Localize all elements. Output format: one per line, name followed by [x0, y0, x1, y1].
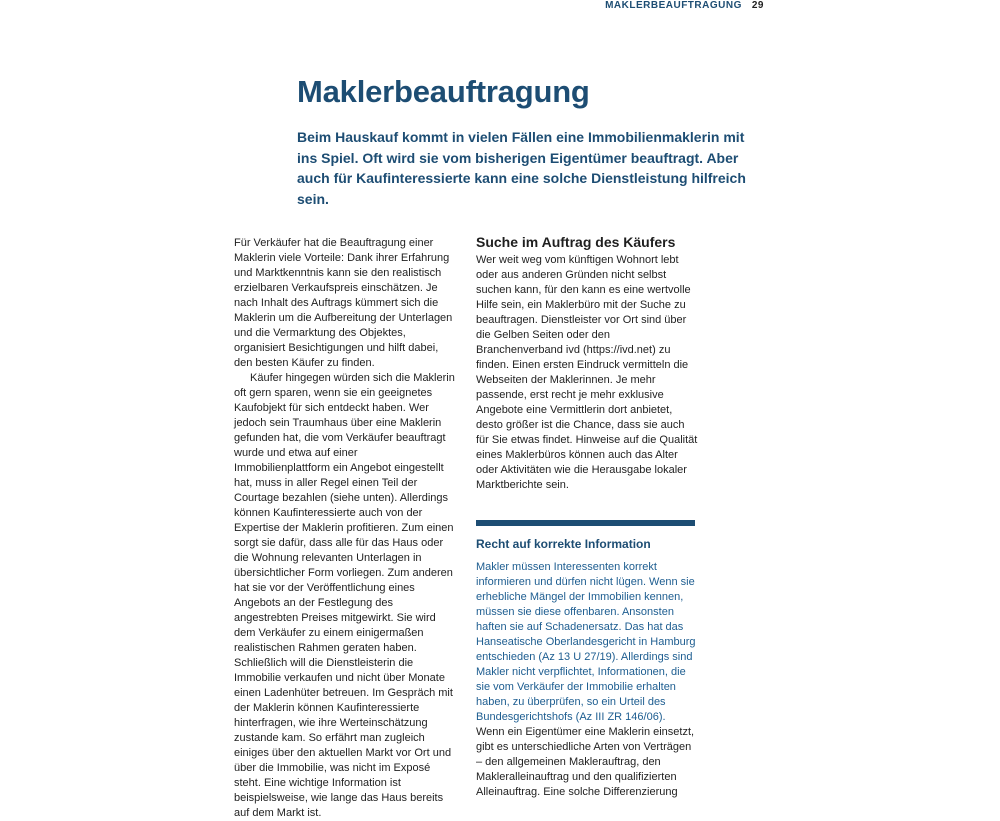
right-column [476, 233, 698, 800]
info-box-text: Makler müssen Interessenten korrekt informieren und dürfen nicht lügen. Wenn sie erhebliche Mängel der Immobilien kennen, müssen sie diese offenbaren. Ansonsten haften sie auf Schadenersatz. Das hat das Hanseatische Oberlandesgericht in Hamburg entschieden (Az 13 U 27/19). Allerdings sind Makler nicht verpflichtet, Informationen, die sie vom Verkäufer der Immobilie erhalten haben, zu überprüfen, so ein Urteil des Bundesgerichtshofs (Az III ZR 146/06). [476, 561, 696, 723]
page-title: Maklerbeauftragung [297, 74, 590, 109]
info-box [476, 520, 698, 725]
info-box-rule [476, 520, 695, 526]
info-box-heading: Recht auf korrekte Information [476, 537, 651, 551]
body-paragraph: Wer weit weg vom künftigen Wohnort lebt oder aus anderen Gründen nicht selbst suchen kann, für den kann es eine wertvolle Hilfe sein, ein Maklerbüro mit der Suche zu beauftragen. Dienstleister vor Ort sind über die Gelben Seiten oder den Branchenverband ivd (https://ivd.net) zu finden. Einen ersten Eindruck vermitteln die Webseiten der Maklerinnen. Je mehr passende, erst recht je mehr exklusive Angebote eine Vermittlerin dort anbietet, desto größer ist die Chance, dass sie auch für Sie etwas findet. Hinweise auf die Qualität eines Maklerbüros können auch das Alter oder Aktivitäten wie die Herausgabe lokaler Marktberichte sein. [476, 254, 698, 491]
body-paragraph: Käufer hingegen würden sich die Maklerin oft gern sparen, wenn sie ein geeignetes Kaufobjekt für sich entdeckt haben. Wer jedoch sein Traumhaus über eine Maklerin gefunden hat, die vom Verkäufer beauftragt wurde und etwa auf einer Immobilienplattform ein Angebot eingestellt hat, muss in aller Regel einen Teil der Courtage bezahlen (siehe unten). Allerdings können Kaufinteressierte auch von der Expertise der Maklerin profitieren. Zum einen sorgt sie dafür, dass alle für das Haus oder die Wohnung relevanten Unterlagen in übersichtlicher Form vorliegen. Zum anderen hat sie vor der Veröffentlichung eines Angebots an der Festlegung des angestrebten Preises mitgewirkt. Sie wird dem Verkäufer zu einem einigermaßen realistischen Rahmen geraten haben. Schließlich will die Dienstleisterin die Immobilie verkaufen und nicht über Monate einen Ladenhüter betreuen. Im Gespräch mit der Maklerin können Kaufinteressierte hinterfragen, wie ihre Werteinschätzung zustande kam. So erfährt man zugleich einiges über den aktuellen Markt vor Ort und über die Immobilie, was nicht im Exposé steht. Eine wichtige Information ist beispielsweise, wie lange das Haus bereits auf dem Markt ist. [234, 372, 455, 819]
body-paragraph: Für Verkäufer hat die Beauftragung einer Maklerin viele Vorteile: Dank ihrer Erfahrung und Marktkenntnis kann sie den realistisch erzielbaren Verkaufspreis einschätzen. Je nach Inhalt des Auftrags kümmert sich die Maklerin um die Aufbereitung der Unterlagen und die Vermarktung des Objektes, organisiert Besichtigungen und hilft dabei, den besten Käufer zu finden. [234, 237, 453, 369]
body-paragraph: Wenn ein Eigentümer eine Maklerin einsetzt, gibt es unterschiedliche Arten von Verträgen – den allgemeinen Maklerauftrag, den Makleralleinauftrag und den qualifizierten Alleinauftrag. Eine solche Differenzierung [476, 726, 695, 798]
page-number: 29 [751, 0, 764, 11]
running-head [605, 0, 764, 11]
left-column [234, 236, 456, 821]
running-head-section: MAKLERBEAUFTRAGUNG [605, 0, 742, 11]
lead-paragraph: Beim Hauskauf kommt in vielen Fällen eine Immobilienmaklerin mit ins Spiel. Oft wird sie vom bisherigen Eigentümer beauftragt. Aber auch für Kaufinteressierte kann eine solche Dienstleistung hilfreich sein. [297, 129, 746, 207]
section-heading: Suche im Auftrag des Käufers [476, 234, 676, 250]
